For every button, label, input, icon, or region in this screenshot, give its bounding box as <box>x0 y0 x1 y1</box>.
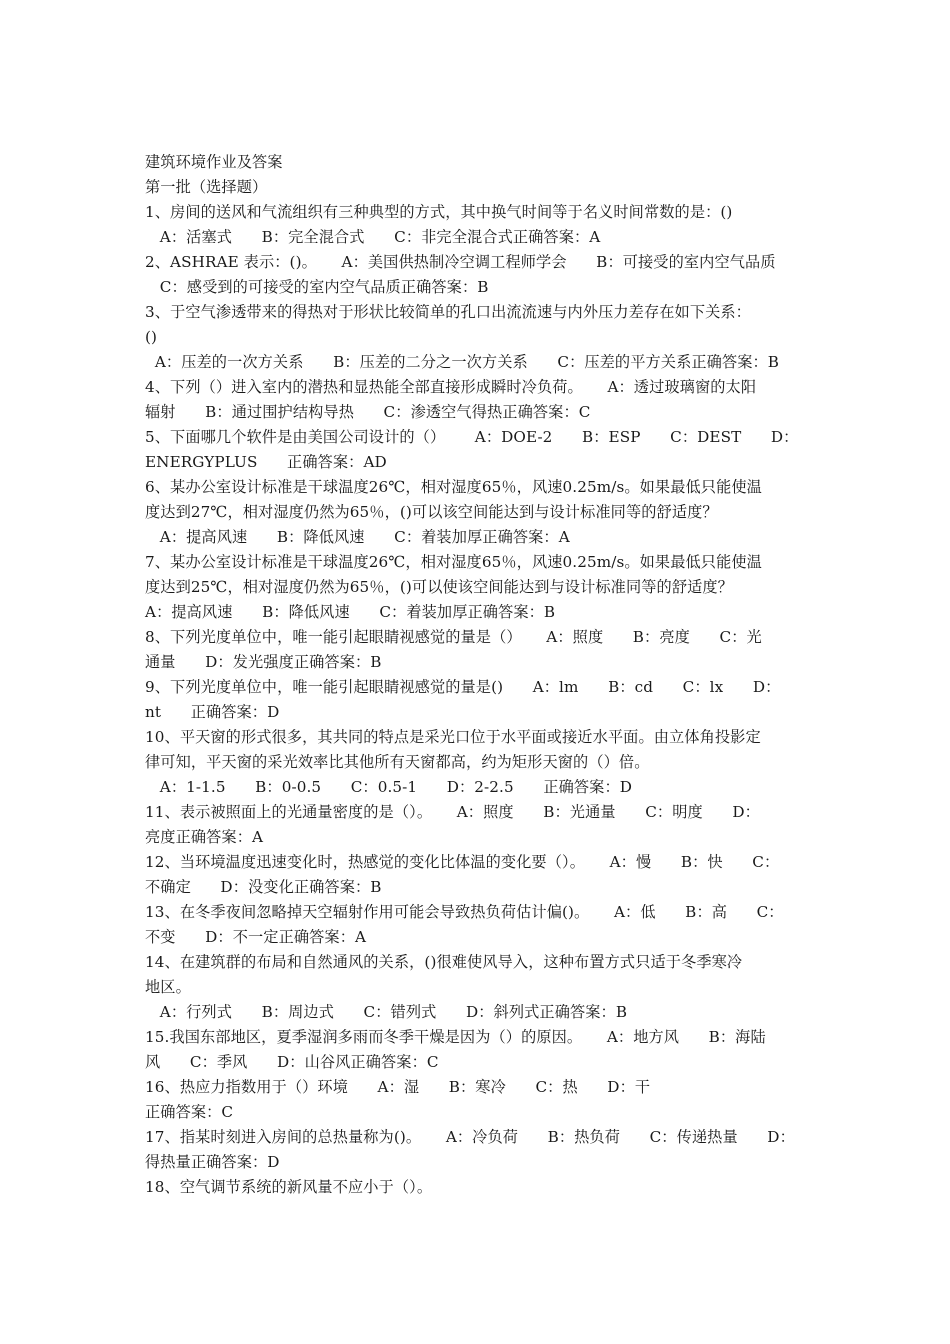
document-title: 建筑环境作业及答案 <box>145 153 283 171</box>
text-line: 8、下列光度单位中，唯一能引起眼睛视感觉的量是（） A：照度 B：亮度 C：光 <box>145 628 762 646</box>
text-line: 14、在建筑群的布局和自然通风的关系，()很难使风导入，这种布置方式只适于冬季寒冷 <box>145 953 743 971</box>
text-line: 10、平天窗的形式很多，其共同的特点是采光口位于水平面或接近水平面。由立体角投影定 <box>145 728 761 746</box>
text-line: 不确定 D：没变化正确答案：B <box>145 878 382 896</box>
text-line: A：压差的一次方关系 B：压差的二分之一次方关系 C：压差的平方关系正确答案：B <box>145 353 780 371</box>
section-heading: 第一批（选择题） <box>145 178 268 196</box>
text-line: 3、于空气渗透带来的得热对于形状比较简单的孔口出流流速与内外压力差存在如下关系： <box>145 303 751 321</box>
text-line: 通量 D：发光强度正确答案：B <box>145 653 382 671</box>
text-line: 5、下面哪几个软件是由美国公司设计的（） A：DOE-2 B：ESP C：DEST D： <box>145 428 799 446</box>
text-line: 风 C：季风 D：山谷风正确答案：C <box>145 1053 439 1071</box>
text-line: 13、在冬季夜间忽略掉天空辐射作用可能会导致热负荷估计偏()。 A：低 B：高 C： <box>145 903 784 921</box>
text-line: 6、某办公室设计标准是干球温度26℃，相对湿度65％，风速0.25m/s。如果最低只能使温 <box>145 478 762 496</box>
text-line: 亮度正确答案：A <box>145 828 264 846</box>
text-line: ENERGYPLUS 正确答案：AD <box>145 453 387 471</box>
text-line: 12、当环境温度迅速变化时，热感觉的变化比体温的变化要（）。 A：慢 B：快 C： <box>145 853 780 871</box>
text-line: 17、指某时刻进入房间的总热量称为()。 A：冷负荷 B：热负荷 C：传递热量 D： <box>145 1128 795 1146</box>
text-line: A：1-1.5 B：0-0.5 C：0.5-1 D：2-2.5 正确答案：D <box>145 778 633 796</box>
text-line: 地区。 <box>145 978 191 996</box>
text-line: A：提高风速 B：降低风速 C：着装加厚正确答案：B <box>145 603 556 621</box>
text-line: 4、下列（）进入室内的潜热和显热能全部直接形成瞬时冷负荷。 A：透过玻璃窗的太阳 <box>145 378 757 396</box>
text-line: 2、ASHRAE 表示：()。 A：美国供热制冷空调工程师学会 B：可接受的室内空气品质 <box>145 253 776 271</box>
text-line: 辐射 B：通过围护结构导热 C：渗透空气得热正确答案：C <box>145 403 591 421</box>
text-line: 11、表示被照面上的光通量密度的是（）。 A：照度 B：光通量 C：明度 D： <box>145 803 760 821</box>
text-line: 18、空气调节系统的新风量不应小于（）。 <box>145 1178 433 1196</box>
text-line: 16、热应力指数用于（）环境 A：湿 B：寒冷 C：热 D：干 <box>145 1078 651 1096</box>
text-line: nt 正确答案：D <box>145 703 280 721</box>
text-line: 度达到27℃，相对湿度仍然为65％，()可以该空间能达到与设计标准同等的舒适度？ <box>145 503 718 521</box>
text-line: 不变 D：不一定正确答案：A <box>145 928 367 946</box>
text-line: 正确答案：C <box>145 1103 234 1121</box>
text-line: 得热量正确答案：D <box>145 1153 280 1171</box>
text-line: 度达到25℃，相对湿度仍然为65％，()可以使该空间能达到与设计标准同等的舒适度？ <box>145 578 733 596</box>
text-line: () <box>145 328 158 346</box>
text-line: A：提高风速 B：降低风速 C：着装加厚正确答案：A <box>145 528 570 546</box>
text-line: 1、房间的送风和气流组织有三种典型的方式，其中换气时间等于名义时间常数的是：() <box>145 203 733 221</box>
text-line: 律可知，平天窗的采光效率比其他所有天窗都高，约为矩形天窗的（）倍。 <box>145 753 650 771</box>
text-line: A：活塞式 B：完全混合式 C：非完全混合式正确答案：A <box>145 228 601 246</box>
text-line: 9、下列光度单位中，唯一能引起眼睛视感觉的量是() A：lm B：cd C：lx D： <box>145 678 781 696</box>
text-line: C：感受到的可接受的室内空气品质正确答案：B <box>145 278 489 296</box>
text-line: 7、某办公室设计标准是干球温度26℃，相对湿度65％，风速0.25m/s。如果最低只能使温 <box>145 553 762 571</box>
text-line: A：行列式 B：周边式 C：错列式 D：斜列式正确答案：B <box>145 1003 628 1021</box>
text-line: 15.我国东部地区，夏季湿润多雨而冬季干燥是因为（）的原因。 A：地方风 B：海陆 <box>145 1028 766 1046</box>
